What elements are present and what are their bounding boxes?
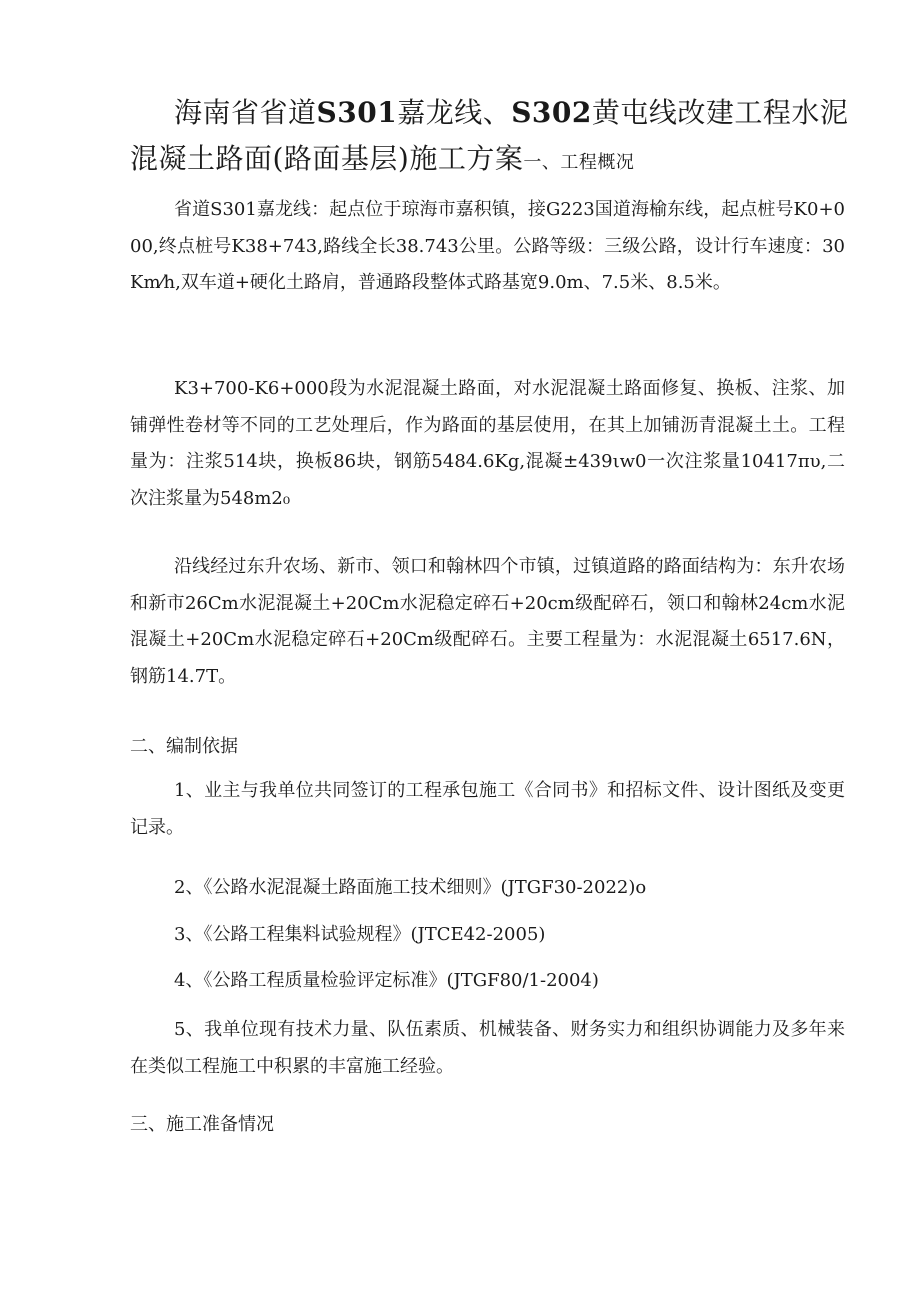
paragraph-town-roads: 沿线经过东升农场、新市、领口和翰林四个市镇，过镇道路的路面结构为：东升农场和新市26Cm水泥混凝土+20Cm水泥稳定碎石+20cm级配碎石，领口和翰林24cm水泥混凝土+20Cm水泥稳定碎石+20Cm级配碎石。主要工程量为：水泥混凝土6517.6N，钢筋14.7T。	[130, 556, 845, 687]
section-3-heading: 三、施工准备情况	[130, 1114, 274, 1135]
basis-item-3: 3、《公路工程集料试验规程》(JTCE42-2005)	[174, 924, 546, 945]
title-part-1: 海南省省道	[174, 96, 317, 129]
title-part-3: 黄屯线改建工程水泥混凝土路面(路面基层)施工方案	[130, 96, 849, 175]
basis-item-5: 5、我单位现有技术力量、队伍素质、机械装备、财务实力和组织协调能力及多年来在类似工程施工中积累的丰富施工经验。	[130, 1019, 845, 1077]
title-road-code-s302: S302	[511, 96, 592, 129]
section-1-heading: 一、工程概况	[523, 152, 635, 173]
basis-item-4: 4、《公路工程质量检验评定标准》(JTGF80/1-2004)	[174, 970, 599, 991]
document-title	[130, 90, 850, 186]
title-road-code-s301: S301	[316, 96, 398, 129]
paragraph-project-overview: 省道S301嘉龙线：起点位于琼海市嘉积镇，接G223国道海榆东线，起点桩号K0+000,终点桩号K38+743,路线全长38.743公里。公路等级：三级公路，设计行车速度：30Km⁄h,双车道+硬化土路肩，普通路段整体式路基宽9.0m、7.5米、8.5米。	[130, 199, 845, 293]
basis-item-2: 2、《公路水泥混凝土路面施工技术细则》(JTGF30-2022)o	[174, 877, 647, 898]
paragraph-k3-section: K3+700-K6+000段为水泥混凝土路面，对水泥混凝土路面修复、换板、注浆、加铺弹性卷材等不同的工艺处理后，作为路面的基层使用，在其上加铺沥青混凝土土。工程量为：注浆514块，换板86块，钢筋5484.6Kg,混凝±439ιw0一次注浆量10417πυ,二次注浆量为548m2₀	[130, 378, 845, 509]
title-part-2: 嘉龙线、	[397, 96, 512, 129]
section-2-heading: 二、编制依据	[130, 736, 238, 757]
basis-item-1: 1、业主与我单位共同签订的工程承包施工《合同书》和招标文件、设计图纸及变更记录。	[130, 780, 845, 838]
